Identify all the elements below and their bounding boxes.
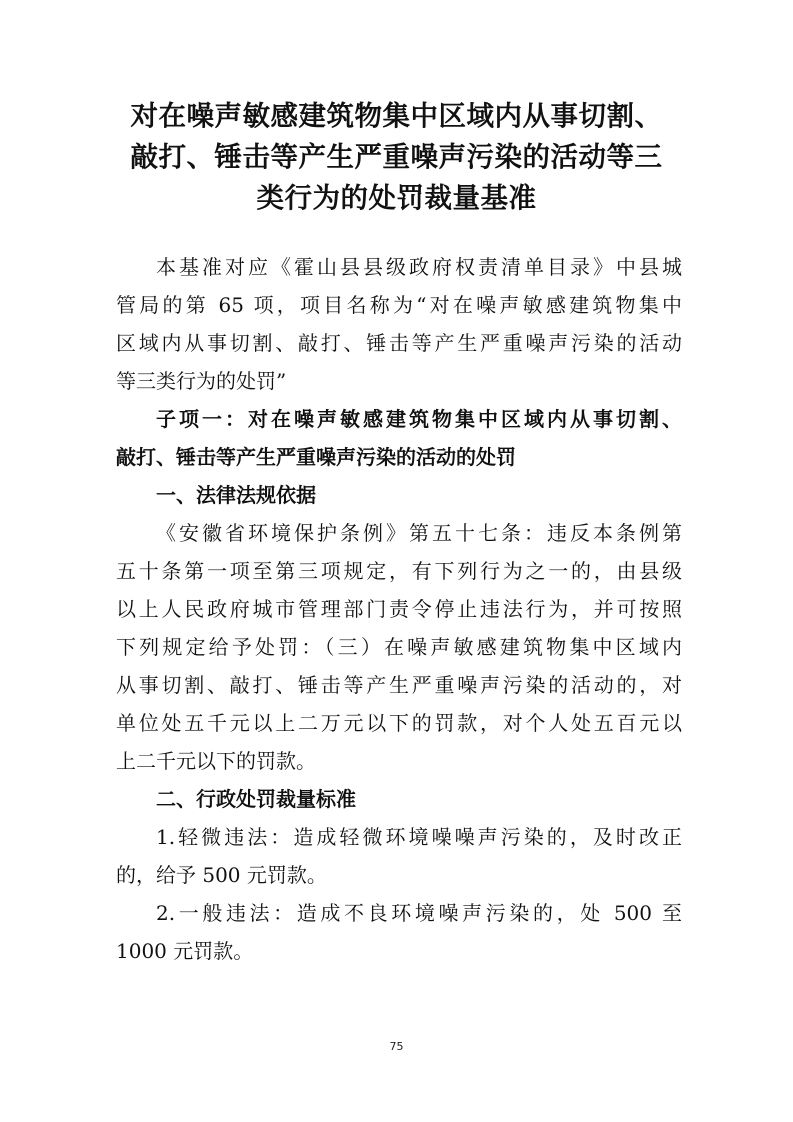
penalty-item-2-line-2: 1000 元罚款。 — [116, 939, 254, 963]
section-1-line-6: 单位处五千元以上二万元以下的罚款，对个人处五百元以 — [116, 711, 682, 735]
section-1-paragraph — [116, 514, 682, 780]
subitem-line-2: 敲打、锤击等产生严重噪声污染的活动的处罚 — [116, 445, 516, 469]
intro-line-4: 等三类行为的处罚” — [116, 369, 287, 393]
section-1-line-7: 上二千元以下的罚款。 — [116, 749, 316, 773]
title-line-2: 敲打、锤击等产生严重噪声污染的活动等三 — [130, 141, 663, 173]
section-1-line-1: 《安徽省环境保护条例》第五十七条：违反本条例第 — [156, 521, 682, 545]
document-body — [116, 248, 682, 970]
section-1-heading-text: 一、法律法规依据 — [156, 483, 316, 507]
section-1-line-4: 下列规定给予处罚：（三）在噪声敏感建筑物集中区域内 — [116, 635, 682, 659]
penalty-item-2-line-1: 2.一般违法：造成不良环境噪声污染的，处 500 至 — [156, 901, 682, 925]
document-title — [100, 96, 693, 219]
title-line-1: 对在噪声敏感建筑物集中区域内从事切割、 — [130, 100, 663, 132]
page-number: 75 — [389, 1040, 404, 1053]
section-1-line-3: 以上人民政府城市管理部门责令停止违法行为，并可按照 — [116, 597, 682, 621]
section-1-line-5: 从事切割、敲打、锤击等产生严重噪声污染的活动的，对 — [116, 673, 682, 697]
penalty-item-2 — [116, 894, 682, 970]
subitem-heading — [116, 400, 682, 476]
section-1-heading — [116, 476, 682, 514]
intro-paragraph — [116, 248, 682, 400]
penalty-item-1 — [116, 818, 682, 894]
section-2-heading — [116, 780, 682, 818]
subitem-line-1: 子项一：对在噪声敏感建筑物集中区域内从事切割、 — [156, 407, 682, 431]
title-line-3: 类行为的处罚裁量基准 — [256, 182, 537, 214]
section-2-heading-text: 二、行政处罚裁量标准 — [156, 787, 356, 811]
penalty-item-1-line-1: 1.轻微违法：造成轻微环境噪噪声污染的，及时改正 — [156, 825, 682, 849]
penalty-item-1-line-2: 的，给予 500 元罚款。 — [116, 863, 327, 887]
intro-line-2: 管局的第 65 项，项目名称为“对在噪声敏感建筑物集中 — [116, 293, 682, 317]
intro-line-3: 区域内从事切割、敲打、锤击等产生严重噪声污染的活动 — [116, 331, 682, 355]
section-1-line-2: 五十条第一项至第三项规定，有下列行为之一的，由县级 — [116, 559, 682, 583]
intro-line-1: 本基准对应《霍山县县级政府权责清单目录》中县城 — [156, 255, 682, 279]
